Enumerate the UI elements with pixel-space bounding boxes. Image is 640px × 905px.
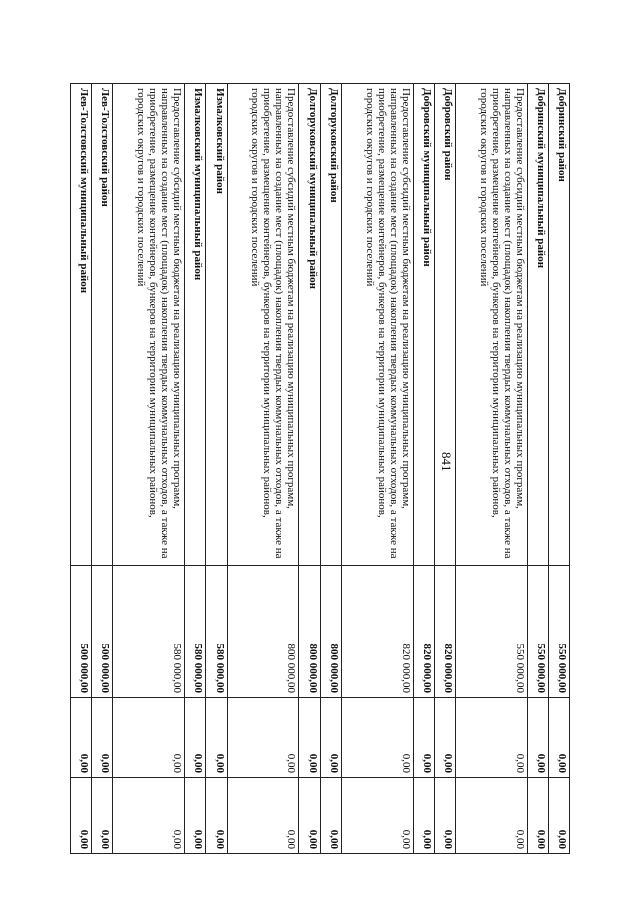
row-value-3: 0,00 [341,778,413,854]
row-value-2: 0,00 [548,698,569,778]
row-value-3: 0,00 [113,778,185,854]
row-value-2: 0,00 [413,698,434,778]
row-amount: 800 000,00 [320,566,341,698]
row-value-3: 0,00 [71,778,92,854]
row-label: Лев-Толстовский муниципальный район [71,84,92,566]
row-value-3: 0,00 [206,778,227,854]
row-amount: 800 000,00 [227,566,299,698]
row-label: Предоставление субсидий местным бюджетам на реализацию муниципальных программ, направленных на создание мест (площадок) накопления твердых коммунальных отходов, а также на приобретение, размещение контейнеров, бункеров на территории муниципальных районов, городских округов и городских поселений [227,84,299,566]
row-value-2: 0,00 [71,698,92,778]
row-label: Добровский район [434,84,455,566]
row-value-2: 0,00 [341,698,413,778]
row-value-3: 0,00 [92,778,113,854]
row-label: Предоставление субсидий местным бюджетам на реализацию муниципальных программ, направленных на создание мест (площадок) накопления твердых коммунальных отходов, а также на приобретение, размещение контейнеров, бункеров на территории муниципальных районов, городских округов и городских поселений [341,84,413,566]
table-row [113,84,185,854]
table-row [548,84,569,854]
row-value-2: 0,00 [299,698,320,778]
row-label: Добринский муниципальный район [527,84,548,566]
row-label: Лев-Толстовский район [92,84,113,566]
row-label: Долгоруковский муниципальный район [299,84,320,566]
table-row [185,84,206,854]
row-label: Предоставление субсидий местным бюджетам на реализацию муниципальных программ, направленных на создание мест (площадок) накопления твердых коммунальных отходов, а также на приобретение, размещение контейнеров, бункеров на территории муниципальных районов, городских округов и городских поселений [455,84,527,566]
row-amount: 580 000,00 [185,566,206,698]
row-value-3: 0,00 [434,778,455,854]
table-row [71,84,92,854]
row-value-3: 0,00 [299,778,320,854]
row-amount: 820 000,00 [413,566,434,698]
table-row [527,84,548,854]
row-amount: 800 000,00 [299,566,320,698]
table-row [227,84,299,854]
row-label: Измалковский муниципальный район [185,84,206,566]
row-value-2: 0,00 [320,698,341,778]
row-value-3: 0,00 [455,778,527,854]
row-amount: 580 000,00 [206,566,227,698]
row-value-2: 0,00 [434,698,455,778]
row-value-2: 0,00 [455,698,527,778]
row-value-3: 0,00 [413,778,434,854]
row-value-2: 0,00 [227,698,299,778]
table-row [320,84,341,854]
row-value-3: 0,00 [527,778,548,854]
row-value-2: 0,00 [113,698,185,778]
table-row [206,84,227,854]
row-amount: 580 000,00 [113,566,185,698]
row-amount: 500 000,00 [71,566,92,698]
row-label: Предоставление субсидий местным бюджетам на реализацию муниципальных программ, направленных на создание мест (площадок) накопления твердых коммунальных отходов, а также на приобретение, размещение контейнеров, бункеров на территории муниципальных районов, городских округов и городских поселений [113,84,185,566]
row-value-3: 0,00 [185,778,206,854]
table-row [455,84,527,854]
row-value-3: 0,00 [227,778,299,854]
budget-table-rotated [70,83,570,853]
row-amount: 550 000,00 [548,566,569,698]
row-label: Добринский район [548,84,569,566]
table-row [299,84,320,854]
row-value-3: 0,00 [320,778,341,854]
row-amount: 820 000,00 [434,566,455,698]
row-amount: 550 000,00 [455,566,527,698]
row-value-3: 0,00 [548,778,569,854]
row-value-2: 0,00 [527,698,548,778]
row-label: Долгоруковский район [320,84,341,566]
row-value-2: 0,00 [185,698,206,778]
row-amount: 550 000,00 [527,566,548,698]
table-row [434,84,455,854]
row-label: Измалковский район [206,84,227,566]
row-amount: 820 000,00 [341,566,413,698]
budget-table [70,83,570,854]
table-row [341,84,413,854]
page-number: 841 [439,452,454,472]
row-label: Добровский муниципальный район [413,84,434,566]
row-value-2: 0,00 [206,698,227,778]
table-row [413,84,434,854]
row-value-2: 0,00 [92,698,113,778]
row-amount: 500 000,00 [92,566,113,698]
table-row [92,84,113,854]
